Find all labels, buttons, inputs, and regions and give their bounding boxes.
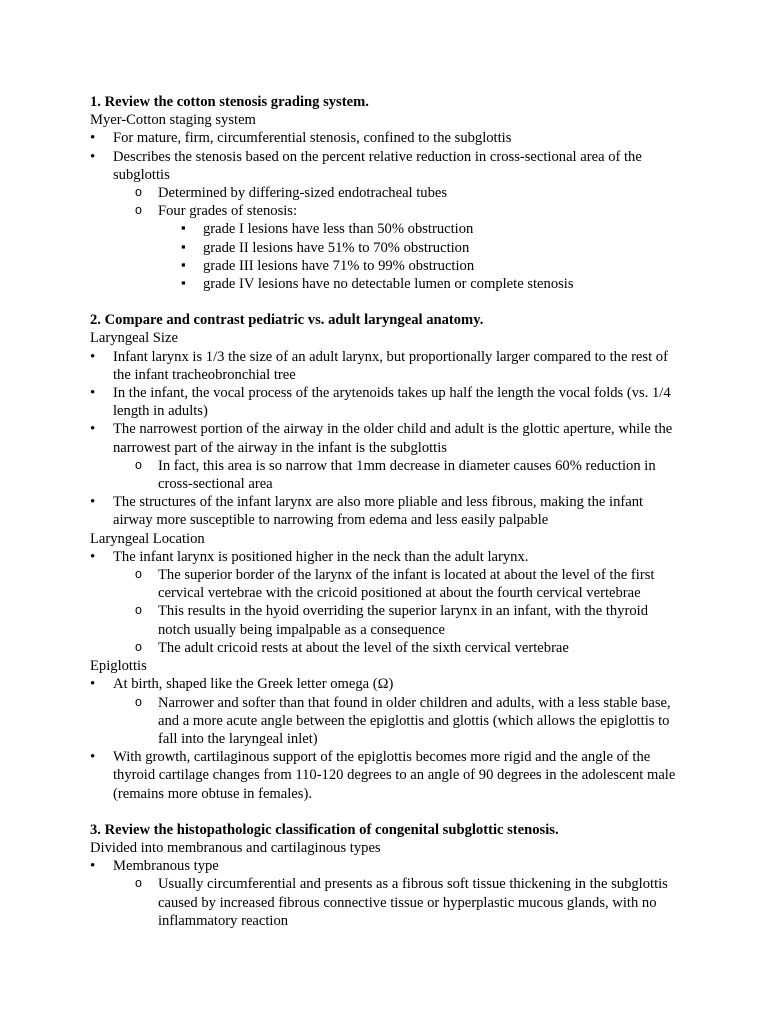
sub-list — [135, 694, 678, 749]
sub-list — [135, 184, 678, 293]
sub-list — [135, 875, 678, 930]
list-item — [90, 548, 678, 657]
laryngeal-location-subheading: Laryngeal Location — [90, 530, 205, 547]
list-item-text: Infant larynx is 1/3 the size of an adult larynx, but proportionally larger compared to the rest of the infant tracheobronchial tree — [113, 348, 668, 383]
section-2-heading: 2. Compare and contrast pediatric vs. adult laryngeal anatomy. — [90, 312, 484, 329]
section-3-heading: 3. Review the histopathologic classification of congenital subglottic stenosis. — [90, 821, 559, 838]
sub-list-item-text: In fact, this area is so narrow that 1mm decrease in diameter causes 60% reduction in cross-sectional area — [158, 457, 656, 493]
list-item — [90, 420, 678, 493]
list-item-text: Membranous type — [113, 858, 219, 875]
sub-list-item — [135, 184, 678, 202]
list-item-text: The infant larynx is positioned higher in the neck than the adult larynx. — [113, 548, 529, 565]
sub-list-item — [135, 566, 678, 602]
sub-list-item-text: The adult cricoid rests at about the level of the sixth cervical vertebrae — [158, 639, 569, 656]
list-item-text: Describes the stenosis based on the percent relative reduction in cross-sectional area of the subglottis — [113, 148, 642, 183]
laryngeal-size-list — [90, 348, 678, 530]
list-item — [90, 384, 678, 420]
section-2 — [90, 311, 678, 802]
section-3 — [90, 821, 678, 930]
list-item-text: With growth, cartilaginous support of the epiglottis becomes more rigid and the angle of the thyroid cartilage changes from 110-120 degrees to an angle of 90 degrees in the adolescent male (remains more obtuse in females). — [113, 749, 676, 802]
list-item-text: In the infant, the vocal process of the arytenoids takes up half the length the vocal folds (vs. 1/4 length in adults) — [113, 385, 671, 420]
list-item — [90, 675, 678, 748]
sub-list-item — [135, 875, 678, 930]
sub-list-item — [135, 602, 678, 638]
grade-item-text: grade I lesions have less than 50% obstruction — [203, 221, 474, 238]
list-item-text: At birth, shaped like the Greek letter omega (Ω) — [113, 676, 394, 693]
sub-list-item-text: This results in the hyoid overriding the superior larynx in an infant, with the thyroid notch usually being impalpable as a consequence — [158, 603, 649, 638]
grade-item — [180, 239, 678, 257]
list-item — [90, 129, 678, 147]
laryngeal-size-subheading: Laryngeal Size — [90, 330, 178, 347]
grade-item-text: grade IV lesions have no detectable lumen or complete stenosis — [203, 276, 574, 293]
sub-list-item-text: Usually circumferential and presents as a fibrous soft tissue thickening in the subglottis caused by increased fibrous connective tissue or hyperplastic mucous glands, with no inflammatory reaction — [158, 876, 668, 929]
section-3-bullet-list — [90, 857, 678, 930]
grade-item-text: grade II lesions have 51% to 70% obstruction — [203, 239, 470, 256]
list-item — [90, 493, 678, 529]
section-1-heading: 1. Review the cotton stenosis grading system. — [90, 94, 369, 110]
list-item — [90, 748, 678, 803]
epiglottis-list — [90, 675, 678, 802]
section-1-subheading: Myer-Cotton staging system — [90, 112, 256, 129]
grade-list — [180, 220, 678, 293]
grade-item — [180, 220, 678, 238]
sub-list-item — [135, 202, 678, 293]
sub-list — [135, 457, 678, 493]
grade-item — [180, 275, 678, 293]
list-item-text: For mature, firm, circumferential stenosis, confined to the subglottis — [113, 130, 512, 147]
section-1 — [90, 93, 678, 293]
sub-list-item — [135, 694, 678, 749]
laryngeal-location-list — [90, 548, 678, 657]
sub-list — [135, 566, 678, 657]
section-1-bullet-list — [90, 129, 678, 293]
list-item — [90, 148, 678, 294]
sub-list-item-text: Four grades of stenosis: — [158, 203, 298, 220]
grade-item — [180, 257, 678, 275]
section-3-subheading: Divided into membranous and cartilaginous types — [90, 839, 381, 856]
sub-list-item-text: Narrower and softer than that found in older children and adults, with a less stable base, and a more acute angle between the epiglottis and glottis (which allows the epiglottis to fall into the laryngeal inlet) — [158, 694, 671, 747]
list-item-text: The narrowest portion of the airway in the older child and adult is the glottic aperture, while the narrowest part of the airway in the infant is the subglottis — [113, 421, 673, 456]
sub-list-item — [135, 639, 678, 657]
list-item — [90, 348, 678, 384]
sub-list-item — [135, 457, 678, 493]
list-item — [90, 857, 678, 930]
epiglottis-subheading: Epiglottis — [90, 658, 147, 675]
sub-list-item-text: The superior border of the larynx of the infant is located at about the level of the first cervical vertebrae with the cricoid positioned at about the fourth cervical vertebrae — [158, 567, 655, 602]
grade-item-text: grade III lesions have 71% to 99% obstruction — [203, 257, 475, 274]
list-item-text: The structures of the infant larynx are also more pliable and less fibrous, making the infant airway more susceptible to narrowing from edema and less easily palpable — [113, 494, 644, 529]
sub-list-item-text: Determined by differing-sized endotracheal tubes — [158, 185, 448, 202]
